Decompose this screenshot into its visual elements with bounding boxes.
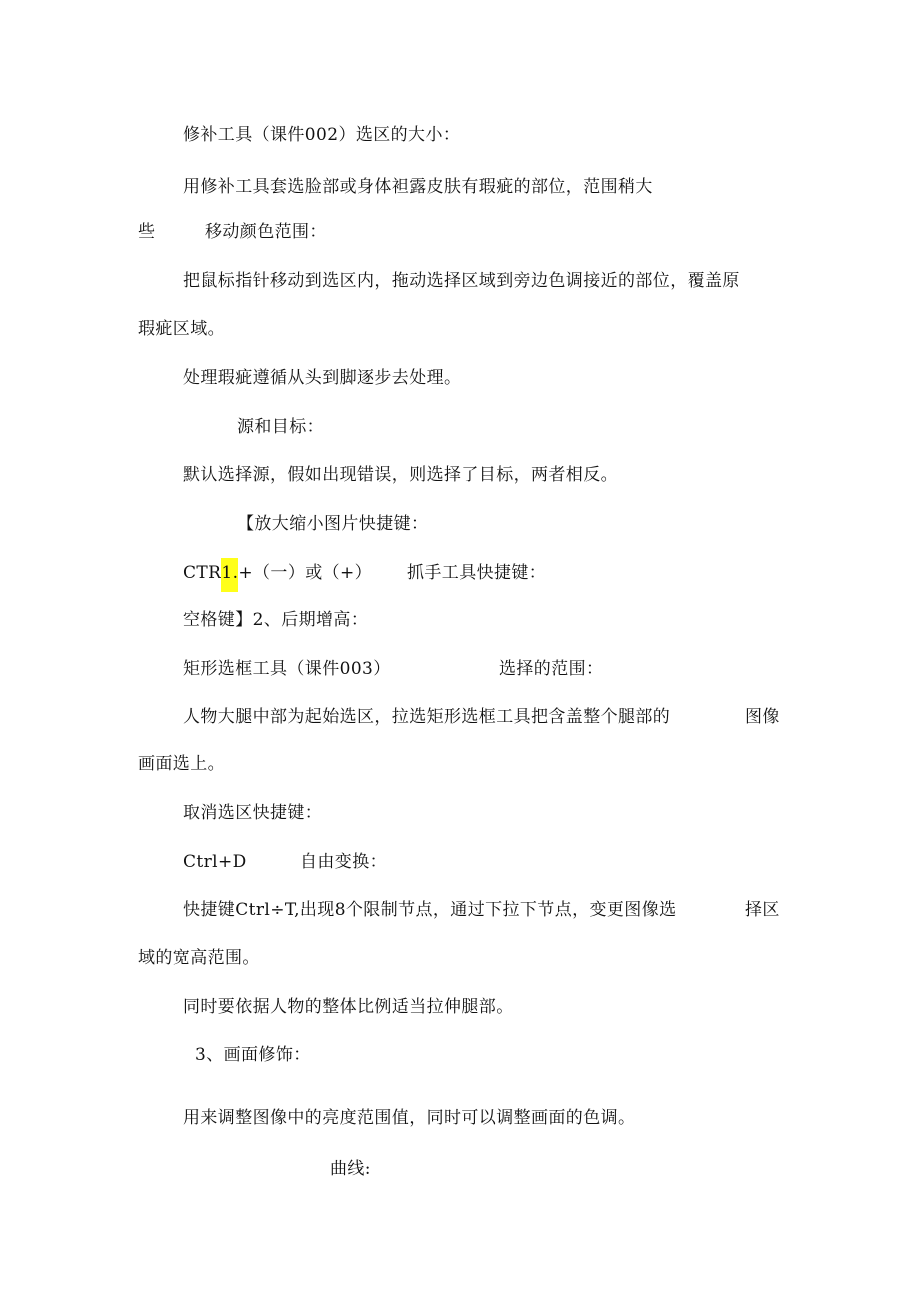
text-line-5: 瑕疵区域。 <box>138 319 225 339</box>
text-line-4: 把鼠标指针移动到选区内，拖动选择区域到旁边色调接近的部位，覆盖原 <box>183 271 740 291</box>
highlighted-text: 1. <box>221 558 238 592</box>
text-line-10-start <box>183 562 372 584</box>
text-line-13-start: 人物大腿中部为起始选区，拉选矩形选框工具把含盖整个腿部的 <box>183 707 671 727</box>
text-line-1: 修补工具（课件002）选区的大小： <box>183 125 461 145</box>
text-line-15: 取消选区快捷键： <box>183 803 323 823</box>
text-line-7: 源和目标： <box>237 417 324 437</box>
text-line-13-end: 图像 <box>745 707 780 727</box>
text-line-2: 用修补工具套选脸部或身体袒露皮肤有瑕疵的部位，范围稍大 <box>183 177 653 197</box>
text-line-3-end: 移动颜色范围： <box>205 222 327 242</box>
text-line-11: 空格键】2、后期增高： <box>183 610 369 630</box>
text-line-20: 3、画面修饰： <box>195 1045 311 1065</box>
ctr-text: CTR <box>183 563 222 583</box>
text-line-8: 默认选择源，假如出现错误，则选择了目标，两者相反。 <box>183 465 618 485</box>
text-line-10-end: 抓手工具快捷键： <box>407 563 547 583</box>
text-line-19: 同时要依据人物的整体比例适当拉伸腿部。 <box>183 997 514 1017</box>
text-line-6: 处理瑕疵遵循从头到脚逐步去处理。 <box>183 368 462 388</box>
text-line-9: 【放大缩小图片快捷键： <box>237 514 429 534</box>
text-line-18: 域的宽高范围。 <box>138 948 260 968</box>
zoom-shortcut-text: +（一）或（+） <box>238 563 373 583</box>
text-line-12-end: 选择的范围： <box>499 659 604 679</box>
text-line-16-start: Ctrl+D <box>183 852 247 872</box>
text-line-3-start: 些 <box>138 222 156 242</box>
text-line-17-start: 快捷键Ctrl÷T,出现8个限制节点，通过下拉下节点，变更图像选 <box>183 900 677 920</box>
text-line-17-end: 择区 <box>745 900 780 920</box>
text-line-21: 用来调整图像中的亮度范围值，同时可以调整画面的色调。 <box>183 1108 636 1128</box>
text-line-16-end: 自由变换： <box>300 852 387 872</box>
text-line-12-start: 矩形选框工具（课件003） <box>183 659 391 679</box>
text-line-14: 画面选上。 <box>138 754 225 774</box>
text-line-22: 曲线: <box>330 1159 371 1179</box>
